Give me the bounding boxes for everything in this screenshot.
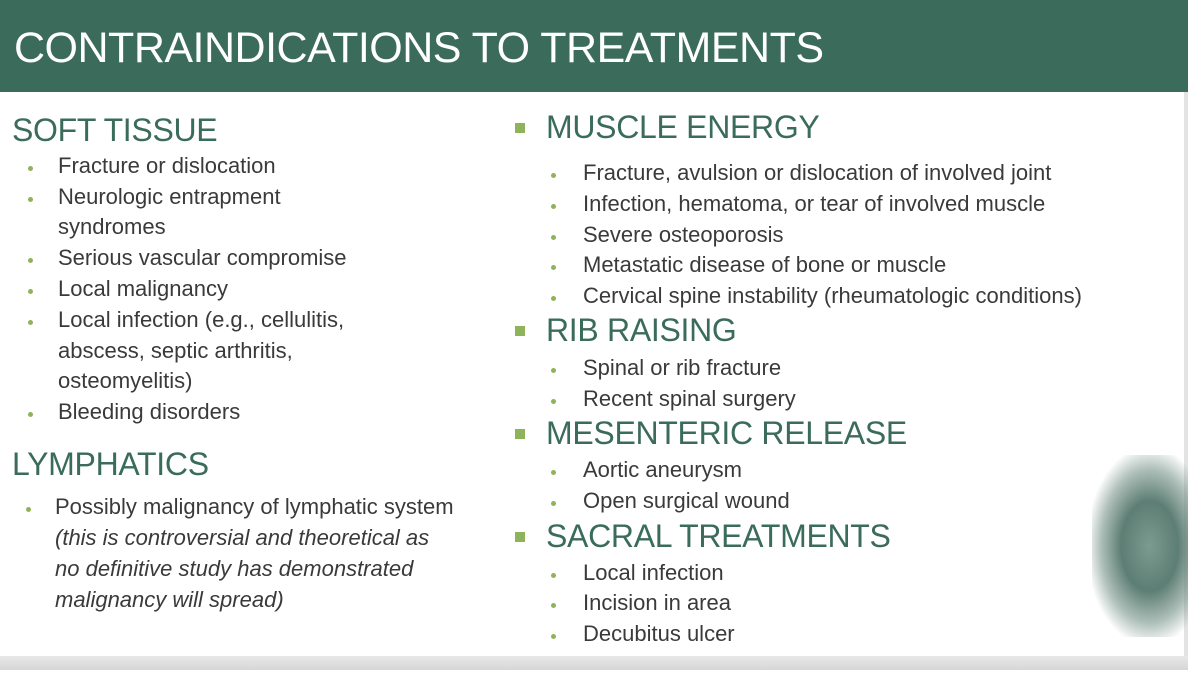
heading-lymphatics: LYMPHATICS [12,446,209,482]
heading-rib-raising: RIB RAISING [546,312,737,348]
bullet-dot [551,296,556,301]
lymphatics-note: malignancy will spread) [55,587,284,612]
muscle-energy-item: Severe osteoporosis [583,222,784,247]
bullet-dot [551,634,556,639]
bullet-dot [28,166,33,171]
title-bar [0,0,1188,92]
lymphatics-item: Possibly malignancy of lymphatic system [55,494,454,519]
square-bullet [515,532,525,542]
square-bullet [515,326,525,336]
muscle-energy-item: Metastatic disease of bone or muscle [583,252,947,277]
bottom-edge [0,656,1188,670]
muscle-energy-item: Cervical spine instability (rheumatologic conditions) [583,283,1082,308]
bullet-dot [551,573,556,578]
bullet-dot [551,204,556,209]
lymphatics-note: no definitive study has demonstrated [55,556,414,581]
heading-sacral-treatments: SACRAL TREATMENTS [546,518,891,554]
muscle-energy-item: Fracture, avulsion or dislocation of involved joint [583,160,1052,185]
sacral-treatments-item: Incision in area [583,590,731,615]
soft-tissue-item: Local infection (e.g., cellulitis, [58,307,345,332]
bullet-dot [551,265,556,270]
soft-tissue-item: Serious vascular compromise [58,245,347,270]
bullet-dot [28,320,33,325]
heading-mesenteric-release: MESENTERIC RELEASE [546,415,907,451]
mesenteric-release-item: Aortic aneurysm [583,457,742,482]
bullet-dot [551,470,556,475]
soft-tissue-item: Bleeding disorders [58,399,241,424]
bullet-dot [551,501,556,506]
slide-title: CONTRAINDICATIONS TO TREATMENTS [14,24,824,72]
bullet-dot [28,289,33,294]
bullet-dot [28,258,33,263]
soft-tissue-item: Neurologic entrapment [58,184,281,209]
rib-raising-item: Recent spinal surgery [583,386,796,411]
lymphatics-note: (this is controversial and theoretical as [55,525,430,550]
square-bullet [515,123,525,133]
bullet-dot [551,368,556,373]
bullet-dot [551,399,556,404]
mesenteric-release-item: Open surgical wound [583,488,790,513]
intestine-illustration [1092,455,1188,637]
rib-raising-item: Spinal or rib fracture [583,355,782,380]
bullet-dot [551,173,556,178]
muscle-energy-item: Infection, hematoma, or tear of involved muscle [583,191,1046,216]
bullet-dot [28,197,33,202]
bullet-dot [551,603,556,608]
bullet-dot [551,235,556,240]
heading-soft-tissue: SOFT TISSUE [12,112,218,148]
heading-muscle-energy: MUSCLE ENERGY [546,109,820,145]
soft-tissue-item-continued: osteomyelitis) [58,368,193,393]
soft-tissue-item-continued: abscess, septic arthritis, [58,338,293,363]
soft-tissue-item-continued: syndromes [58,214,166,239]
soft-tissue-item: Fracture or dislocation [58,153,276,178]
sacral-treatments-item: Local infection [583,560,724,585]
sacral-treatments-item: Decubitus ulcer [583,621,735,646]
soft-tissue-item: Local malignancy [58,276,228,301]
bullet-dot [26,507,31,512]
bullet-dot [28,412,33,417]
square-bullet [515,429,525,439]
